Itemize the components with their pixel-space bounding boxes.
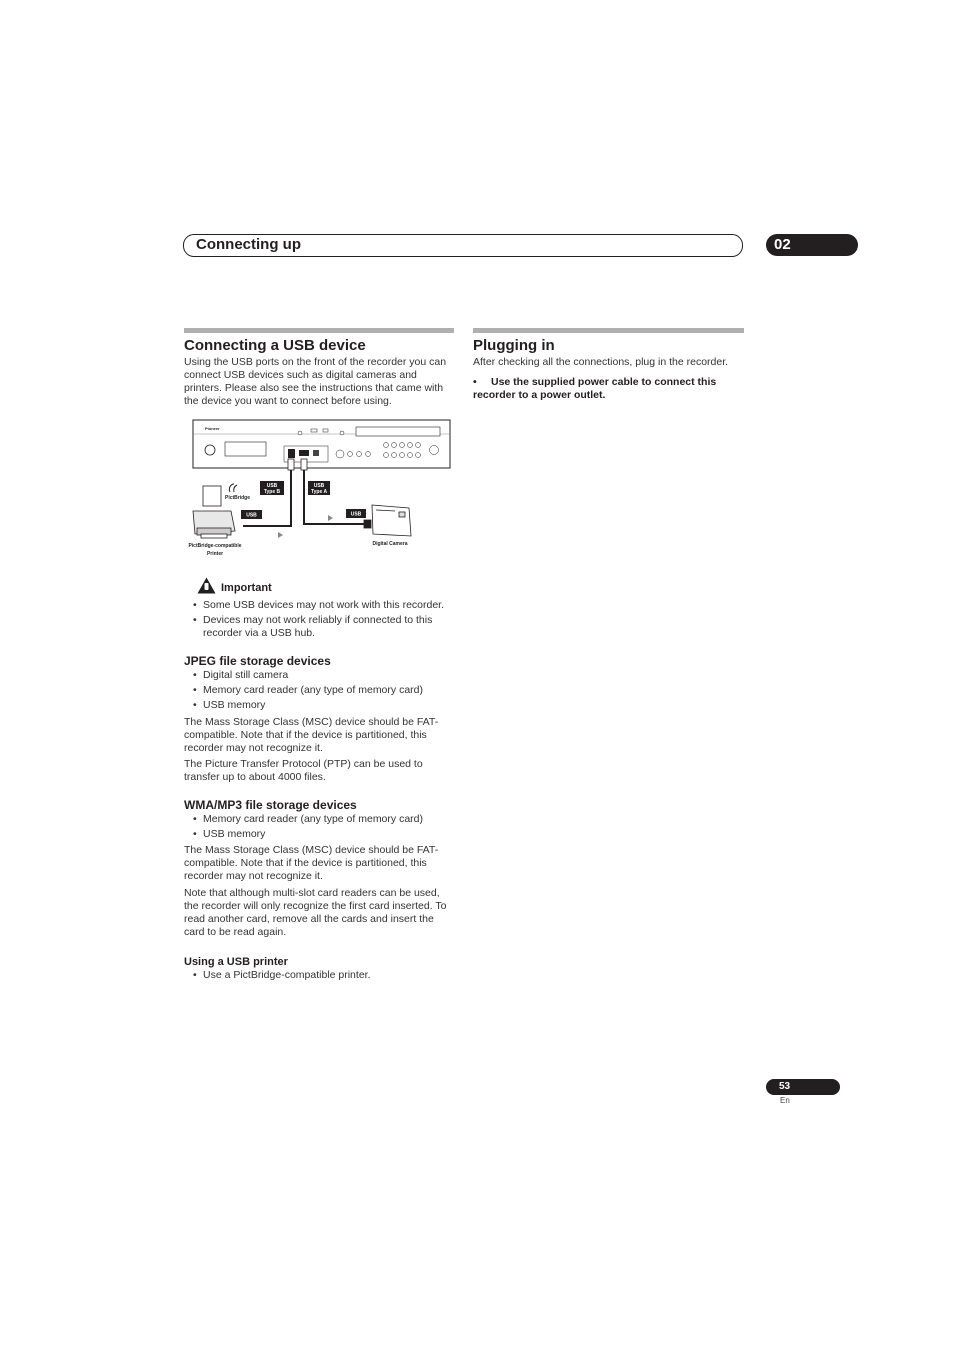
- usb-printer-label: USB: [246, 512, 257, 519]
- language-code: En: [780, 1096, 790, 1105]
- page-number-badge: [766, 1079, 840, 1095]
- usb-type-a-label-2: Type A: [310, 489, 328, 495]
- brand-logo: Pioneer: [205, 426, 220, 431]
- jpeg-paragraph-msc: The Mass Storage Class (MSC) device should be FAT-compatible. Note that if the device is partitioned, this recorder may not recognize it.: [184, 716, 439, 754]
- usb-intro-text: Using the USB ports on the front of the recorder you can connect USB devices such as digital cameras and printers. Please also see the instructions that came with the device you want to connect before using.: [184, 356, 447, 407]
- important-item: • Devices may not work reliably if connected to this recorder via a USB hub.: [184, 614, 456, 640]
- jpeg-paragraph-ptp: The Picture Transfer Protocol (PTP) can be used to transfer up to about 4000 files.: [184, 758, 423, 783]
- usb-printer-title: Using a USB printer: [184, 956, 288, 968]
- camera-icon: [364, 505, 411, 536]
- jpeg-list: [184, 669, 456, 714]
- wma-list: [184, 813, 456, 843]
- wma-title: WMA/MP3 file storage devices: [184, 798, 357, 812]
- wma-item: • Memory card reader (any type of memory card): [184, 813, 456, 826]
- bullet-glyph: •: [473, 376, 477, 388]
- plugging-in-instruction: [473, 376, 743, 402]
- important-title: Important: [221, 582, 272, 594]
- section-rule-left: [184, 328, 454, 333]
- chapter-number: 02: [774, 236, 791, 253]
- important-item: • Some USB devices may not work with this recorder.: [184, 599, 456, 612]
- chapter-number-badge: [766, 234, 858, 256]
- jpeg-item: • Digital still camera: [184, 669, 456, 682]
- printer-label-2: Printer: [206, 551, 224, 557]
- jpeg-title: JPEG file storage devices: [184, 654, 331, 668]
- usb-connection-diagram: [183, 416, 458, 564]
- printer-label-1: PictBridge-compatible: [188, 543, 242, 549]
- usb-type-b-label-1: USB: [266, 483, 278, 489]
- disc-tray: [356, 427, 440, 436]
- usb-printer-list: [184, 969, 456, 984]
- section-rule-right: [473, 328, 744, 333]
- usb-type-a-port: [299, 450, 309, 456]
- warning-hand-icon: [197, 577, 216, 594]
- wma-paragraph-card-reader: Note that although multi-slot card readers can be used, the recorder will only recognize the first card inserted. To read another card, remove all the cards and insert the card to be read again.: [184, 887, 447, 938]
- usb-type-b-label-2: Type B: [263, 489, 281, 495]
- plugging-in-instruction-text: Use the supplied power cable to connect this recorder to a power outlet.: [473, 376, 717, 401]
- plugging-in-intro: After checking all the connections, plug in the recorder.: [473, 356, 729, 368]
- wma-item: • USB memory: [184, 828, 456, 841]
- wma-paragraph-msc: The Mass Storage Class (MSC) device should be FAT-compatible. Note that if the device is partitioned, this recorder may not recognize it.: [184, 844, 439, 882]
- usb-type-a-label-1: USB: [313, 483, 325, 489]
- page-number: 53: [779, 1081, 791, 1092]
- recorder-display: [225, 442, 266, 456]
- usb-type-b-port: [288, 449, 295, 458]
- section-title-usb: Connecting a USB device: [184, 337, 366, 354]
- camera-label: Digital Camera: [372, 541, 408, 547]
- chapter-title: Connecting up: [196, 236, 301, 253]
- usb-camera-label: USB: [350, 511, 362, 518]
- printer-icon: [193, 486, 235, 538]
- section-title-plugging-in: Plugging in: [473, 337, 555, 354]
- important-list: [184, 599, 456, 642]
- jpeg-item: • USB memory: [184, 699, 456, 712]
- pictbridge-logo-label: PictBridge: [225, 495, 251, 501]
- jpeg-item: • Memory card reader (any type of memory card): [184, 684, 456, 697]
- usb-printer-item: • Use a PictBridge-compatible printer.: [184, 969, 456, 982]
